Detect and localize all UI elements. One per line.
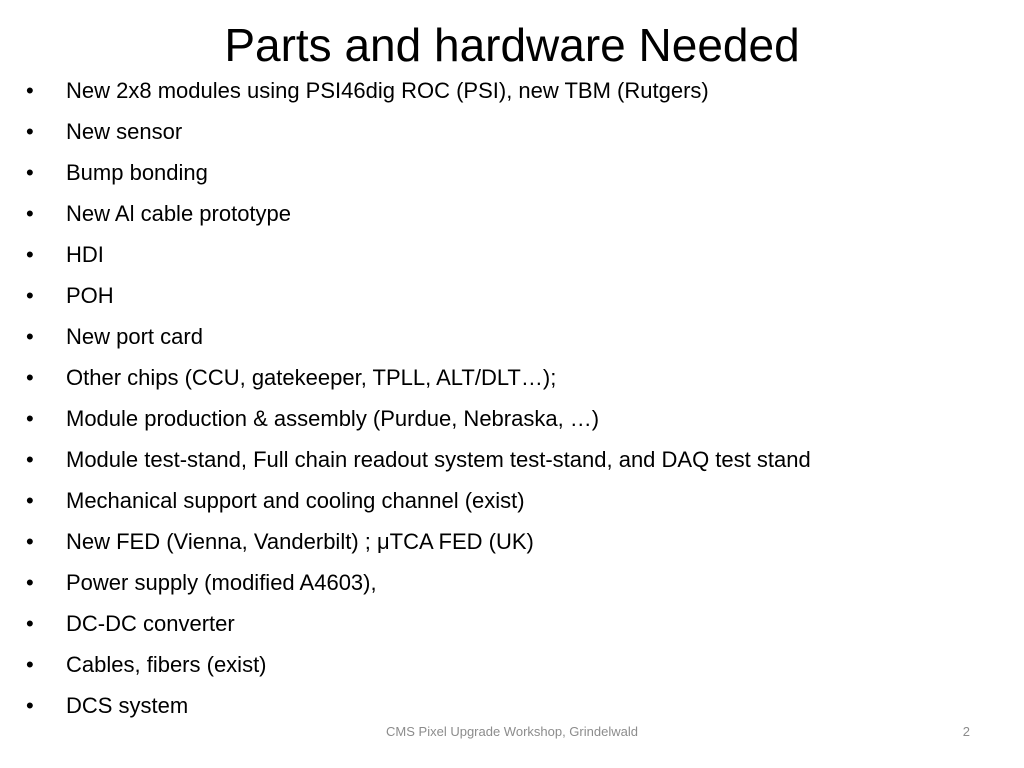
bullet-text: New sensor [66, 119, 183, 144]
list-item [0, 193, 1024, 234]
page-number: 2 [962, 724, 970, 739]
bullet-dot-icon: • [26, 283, 34, 308]
list-item [0, 234, 1024, 275]
list-item [0, 521, 1024, 562]
bullet-text: POH [66, 283, 114, 308]
bullet-dot-icon: • [26, 693, 34, 718]
bullet-text: New port card [66, 324, 203, 349]
bullet-text: New FED (Vienna, Vanderbilt) ; μTCA FED (UK) [66, 529, 534, 554]
bullet-dot-icon: • [26, 365, 34, 390]
slide-title: Parts and hardware Needed [224, 19, 800, 71]
list-item [0, 152, 1024, 193]
bullet-dot-icon: • [26, 324, 34, 349]
list-item [0, 603, 1024, 644]
bullet-list [0, 70, 1024, 726]
bullet-text: New 2x8 modules using PSI46dig ROC (PSI), new TBM (Rutgers) [66, 78, 709, 103]
bullet-dot-icon: • [26, 78, 34, 103]
bullet-text: HDI [66, 242, 104, 267]
bullet-text: Mechanical support and cooling channel (exist) [66, 488, 525, 513]
bullet-dot-icon: • [26, 529, 34, 554]
bullet-dot-icon: • [26, 570, 34, 595]
bullet-dot-icon: • [26, 611, 34, 636]
list-item [0, 357, 1024, 398]
bullet-dot-icon: • [26, 242, 34, 267]
bullet-text: Cables, fibers (exist) [66, 652, 267, 677]
bullet-text: New Al cable prototype [66, 201, 292, 226]
bullet-text: Power supply (modified A4603), [66, 570, 377, 595]
list-item [0, 70, 1024, 111]
bullet-dot-icon: • [26, 201, 34, 226]
bullet-text: Module production & assembly (Purdue, Nebraska, …) [66, 406, 600, 431]
bullet-text: Bump bonding [66, 160, 208, 185]
bullet-text: DCS system [66, 693, 189, 718]
footer-text: CMS Pixel Upgrade Workshop, Grindelwald [386, 724, 638, 739]
bullet-dot-icon: • [26, 119, 34, 144]
bullet-text: Other chips (CCU, gatekeeper, TPLL, ALT/DLT…); [66, 365, 557, 390]
bullet-dot-icon: • [26, 447, 34, 472]
list-item [0, 644, 1024, 685]
list-item [0, 316, 1024, 357]
list-item [0, 275, 1024, 316]
bullet-dot-icon: • [26, 488, 34, 513]
bullet-text: DC-DC converter [66, 611, 235, 636]
bullet-dot-icon: • [26, 652, 34, 677]
list-item [0, 685, 1024, 726]
list-item [0, 111, 1024, 152]
bullet-text: Module test-stand, Full chain readout system test-stand, and DAQ test stand [66, 447, 811, 472]
bullet-dot-icon: • [26, 160, 34, 185]
list-item [0, 439, 1024, 480]
list-item [0, 398, 1024, 439]
list-item [0, 480, 1024, 521]
bullet-dot-icon: • [26, 406, 34, 431]
list-item [0, 562, 1024, 603]
